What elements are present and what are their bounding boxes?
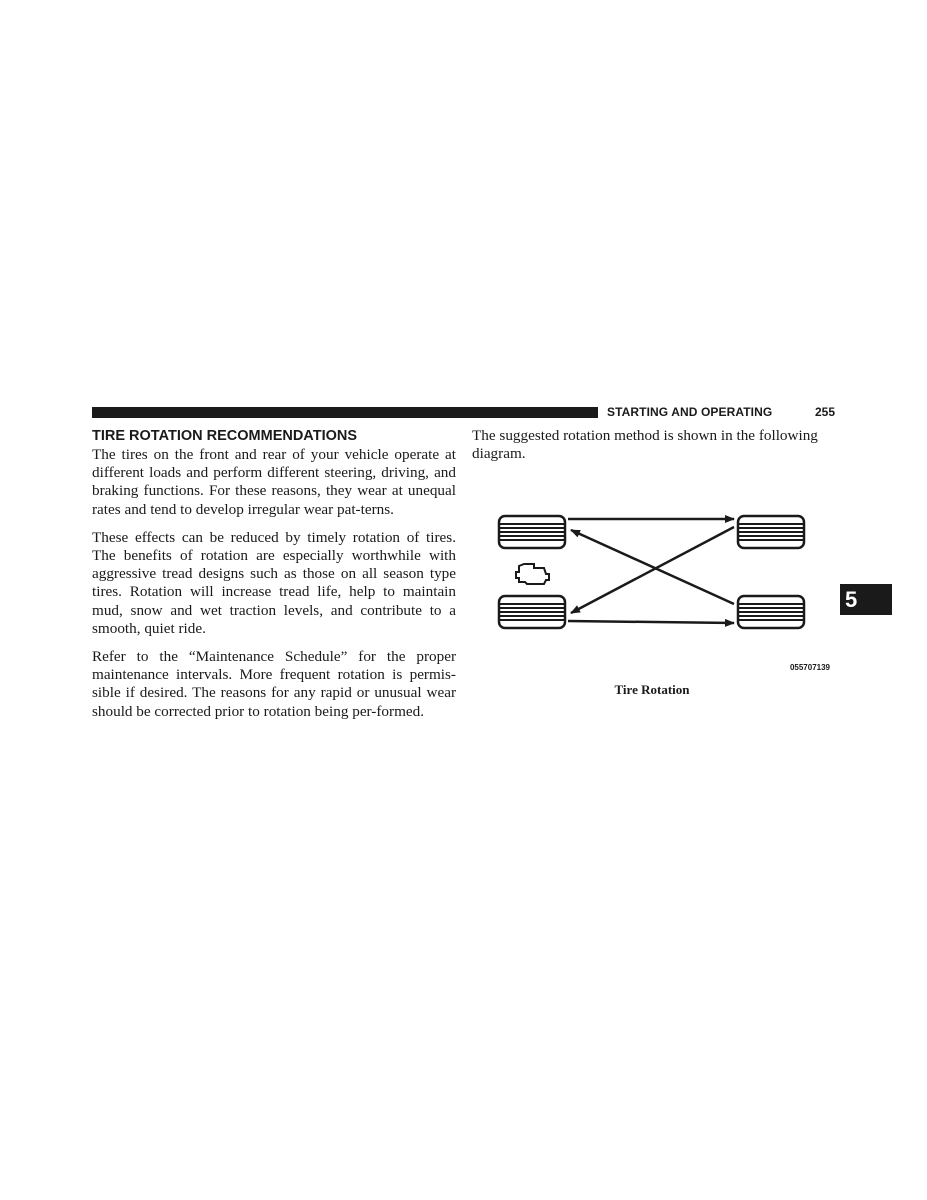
figure-caption: Tire Rotation: [614, 682, 690, 697]
tire-icon: [499, 596, 565, 628]
paragraph-rotation-benefits: These effects can be reduced by timely rotation of tires. The benefits of rotation are especially worthwhile with aggressive tread designs such as those on all season type tires. Rotation will increase tread life, help to maintain mud, snow and wet traction levels, and contribute to a smooth, quiet ride.: [92, 528, 456, 637]
tire-icon: [738, 516, 804, 548]
arrow-icon: [568, 621, 734, 623]
page-number: 255: [815, 405, 836, 419]
tire-icon: [738, 596, 804, 628]
chapter-tab: 5: [840, 584, 892, 615]
tire-rotation-diagram: [488, 500, 834, 705]
paragraph-maintenance-schedule: Refer to the “Maintenance Schedule” for the proper maintenance intervals. More frequent rotation is permis-sible if desired. The reasons for any rapid or unusual wear should be corrected prior to rotation being per-formed.: [92, 648, 456, 720]
running-header-section: STARTING AND OPERATING: [607, 405, 773, 419]
paragraph-tire-wear: The tires on the front and rear of your vehicle operate at different loads and perform different steering, driving, and braking functions. For these reasons, they wear at unequal rates and tend to develop irregular wear pat-terns.: [92, 446, 456, 518]
section-heading: TIRE ROTATION RECOMMENDATIONS: [92, 428, 358, 444]
tire-icon: [499, 516, 565, 548]
right-column: [472, 427, 834, 473]
tire-rotation-figure: [488, 500, 834, 705]
header-rule: [92, 407, 598, 418]
diagram-intro: The suggested rotation method is shown in the following diagram.: [472, 427, 818, 463]
figure-id: 055707139: [789, 663, 830, 672]
left-column: [92, 427, 456, 731]
engine-icon: [516, 564, 549, 584]
